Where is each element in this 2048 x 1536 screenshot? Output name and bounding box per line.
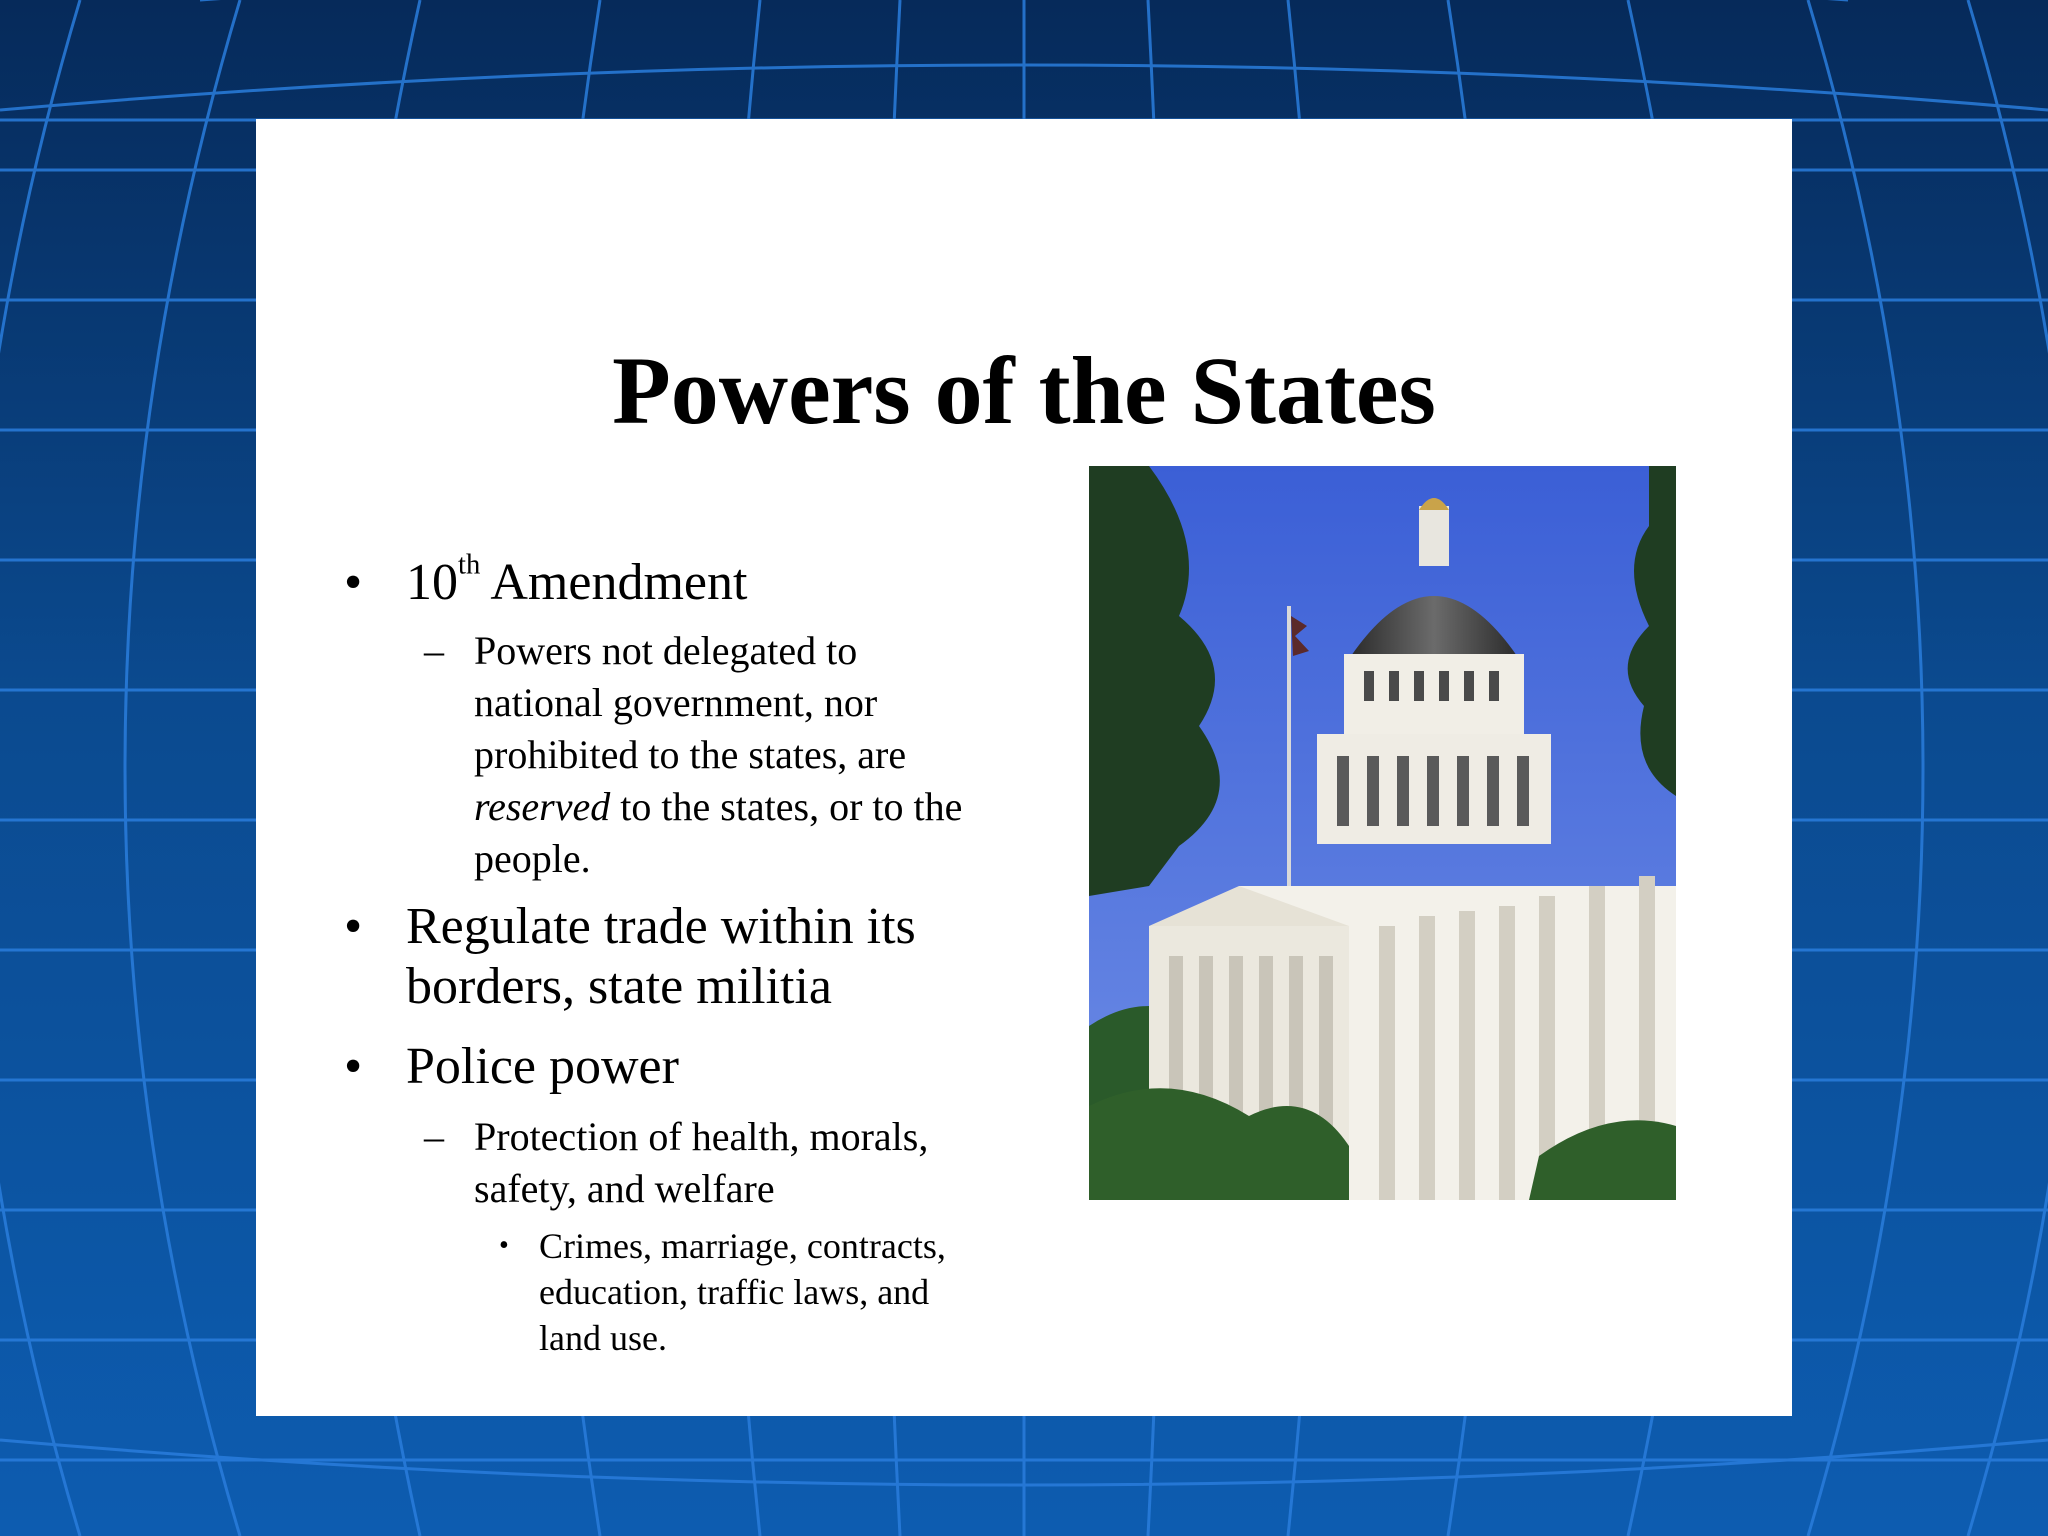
dash-marker: – bbox=[424, 628, 444, 673]
subbullet-text: Powers not delegated to national government, nor prohibited to the states, are reserved to the states, or to the people. bbox=[474, 628, 963, 881]
subsubbullet-text: Crimes, marriage, contracts, education, traffic laws, and land use. bbox=[539, 1226, 946, 1358]
bullet-text: Police power bbox=[406, 1038, 679, 1095]
slide-title: Powers of the States bbox=[612, 337, 1436, 444]
reserved-emphasis: reserved bbox=[474, 784, 611, 829]
bullet-marker: • bbox=[344, 898, 363, 955]
dash-marker: – bbox=[424, 1114, 444, 1159]
subbullet-text: Protection of health, morals, safety, and welfare bbox=[474, 1114, 929, 1211]
bullet-marker: • bbox=[344, 1038, 363, 1095]
bullet-text: 10th Amendment bbox=[406, 549, 748, 611]
dot-marker: • bbox=[499, 1230, 509, 1261]
bullet-marker: • bbox=[344, 554, 363, 611]
superscript: th bbox=[458, 549, 481, 581]
capitol-building-photo bbox=[1089, 466, 1676, 1200]
bullet-text: Regulate trade within its borders, state militia bbox=[406, 898, 916, 1015]
